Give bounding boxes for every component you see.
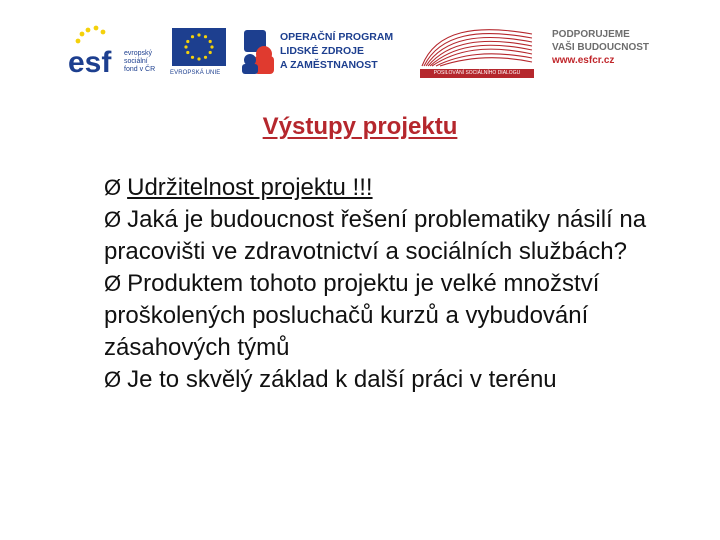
list-item-text: Produktem tohoto projektu je velké množství proškolených posluchačů kurzů a vybudování zásahových týmů [104,270,600,361]
list-item-text: Udržitelnost projektu !!! [127,174,373,201]
oplzz-line-3: A ZAMĚSTNANOST [280,59,378,71]
podporujeme-line-1: PODPORUJEME [552,29,630,40]
dialogue-swirl-icon [416,22,538,70]
podporujeme-line-2: VAŠI BUDOUCNOST [552,42,650,53]
oplzz-text [280,30,393,72]
esf-text-line-1: evropský [124,50,153,57]
list-item-text: Je to skvělý základ k další práci v terénu [127,366,557,393]
esf-logo [66,24,226,80]
arrow-bullet-icon: Ø [104,207,122,232]
eu-flag-icon [172,28,226,66]
oplzz-line-2: LIDSKÉ ZDROJE [280,45,365,57]
social-dialogue-logo [416,22,538,80]
dialogue-caption: POSILOVÁNÍ SOCIÁLNÍHO DIALOGU [420,69,534,78]
list-item [104,364,684,396]
list-item-text: Jaká je budoucnost řešení problematiky násilí na pracovišti ve zdravotnictví a sociálních službách? [104,206,647,265]
podporujeme-logo [552,28,672,78]
arrow-bullet-icon: Ø [104,271,122,296]
oplzz-line-1: OPERAČNÍ PROGRAM [280,31,394,43]
list-item [104,172,684,204]
arrow-bullet-icon: Ø [104,367,122,392]
oplzz-people-icon [240,26,276,76]
podporujeme-url: www.esfcr.cz [552,55,615,66]
list-item [104,268,684,364]
list-item [104,204,684,268]
arrow-bullet-icon: Ø [104,175,122,200]
esf-text [124,50,172,74]
esf-text-line-2: sociální [124,58,148,65]
oplzz-logo [240,24,410,80]
esf-text-line-3: fond v ČR [124,66,156,73]
logo-bar [0,0,720,95]
bullet-list [104,172,684,396]
slide-title: Výstupy projektu [262,113,458,140]
eu-label: EVROPSKÁ UNIE [170,70,221,76]
esf-mark-icon [66,24,122,78]
svg-text:esf: esf [68,46,112,78]
